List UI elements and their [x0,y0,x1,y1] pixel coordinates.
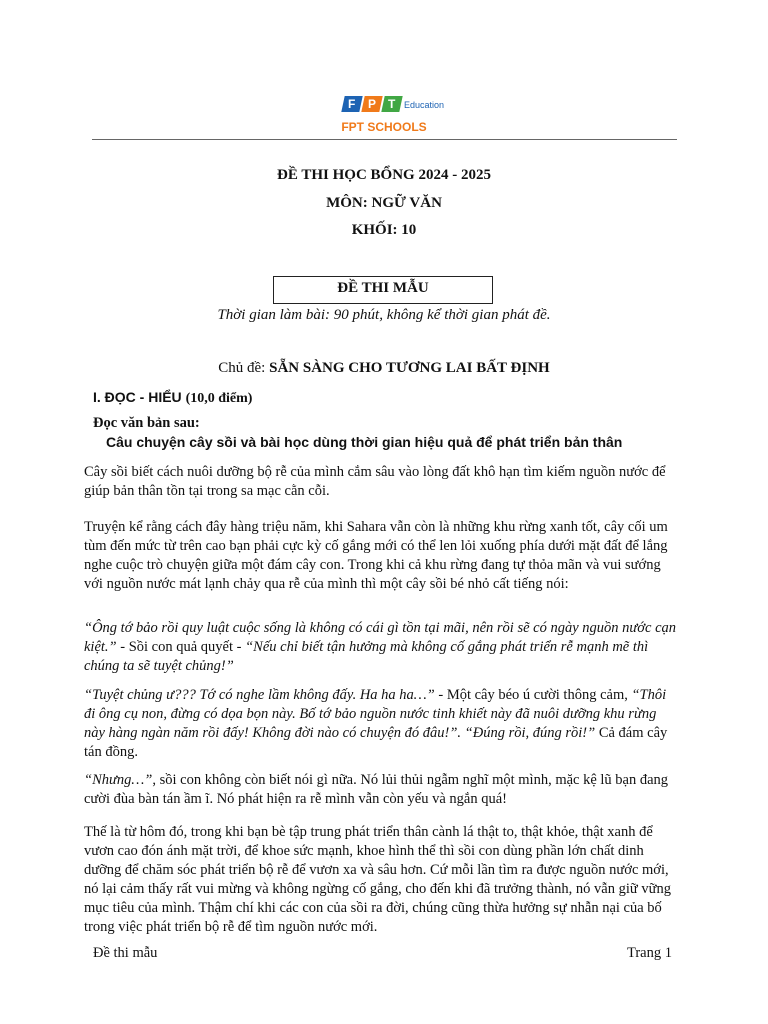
exam-grade: KHỐI: 10 [351,222,417,238]
logo-tiles [343,96,401,112]
quote-but: “Nhưng…” [84,772,153,788]
quote-grandpa: “Ông tớ bảo rồi quy luật cuộc sống là không có cái gì tồn tại mãi, nên rồi sẽ có ngày nguồn nước cạn kiệt.” [84,620,677,655]
topic-label: Chủ đề: [218,360,270,376]
topic-value: SẴN SÀNG CHO TƯƠNG LAI BẤT ĐỊNH [269,360,550,376]
paragraph-2: Truyện kể rằng cách đây hàng triệu năm, khi Sahara vẫn còn là những khu rừng xanh tốt, cây cối um tùm đến mức từ trên cao bạn phải cực kỳ cố gắng mới có thể len lỏi xuống phía dưới mặt đất để lắng nghe cuộc trò chuyện giữa một đám cây con. Trong khi cả khu rừng đang tự thỏa mãn và vui sướng với nguồn nước mát lạnh chảy qua rễ của mình thì một cây sồi bé nhỏ cất tiếng nói: [84,519,668,592]
section-points: (10,0 điểm) [185,391,253,406]
narration: Cả đám cây tán đồng. [84,725,668,760]
paragraph-1: Cây sồi biết cách nuôi dưỡng bộ rễ của mình cắm sâu vào lòng đất khô hạn tìm kiếm nguồn nước để giúp bản thân tồn tại trong sa mạc cằn cỗi. [84,464,666,499]
quote-reply: “Thôi đi ông cụ non, đừng có dọa bọn này. Bố tớ bảo nguồn nước tinh khiết này đã nuôi dưỡng khu rừng này hàng ngàn năm rồi đấy! Không đời nào có chuyện đó đâu!”. “Đúng rồi, đúng rồi!” [84,687,667,741]
logo-tile-p: P [361,96,382,112]
read-instruction: Đọc văn bản sau: [93,415,200,431]
quote-chubby-tree: “Tuyệt chủng ư??? Tớ có nghe lầm không đấy. Ha ha ha…” [84,687,435,703]
narration: , sồi con không còn biết nói gì nữa. Nó lủi thủi ngẫm nghĩ một mình, mặc kệ lũ bạn đang cười đùa bàn tán ầm ĩ. Nó phát hiện ra rễ mình vẫn còn yếu và ngắn quá! [84,772,669,807]
narration: - Một cây béo ú cười thông cảm, [434,687,632,703]
time-note: Thời gian làm bài: 90 phút, không kể thời gian phát đề. [217,307,551,323]
section-title: I. ĐỌC - HIỂU [93,389,186,405]
header-divider [92,139,677,140]
fpt-education-logo [343,92,444,112]
section-heading [93,389,252,407]
paragraph-4 [84,686,678,762]
sample-exam-box: ĐỀ THI MẪU [273,276,493,304]
quote-oak: “Nếu chỉ biết tận hưởng mà không cố gắng phát triển rễ mạnh mẽ thì chúng ta sẽ tuyệt chủng!” [84,639,649,674]
school-name: FPT SCHOOLS [341,120,427,134]
exam-subject: MÔN: NGỮ VĂN [326,195,442,211]
narration: - Sồi con quả quyết - [116,639,246,655]
story-title: Câu chuyện cây sồi và bài học dùng thời gian hiệu quả để phát triển bản thân [106,434,623,450]
logo-tile-t: T [381,96,402,112]
paragraph-5 [84,771,678,809]
logo-tile-f: F [341,96,362,112]
page-number: Trang 1 [627,945,672,961]
footer-label: Đề thi mẫu [93,945,158,961]
paragraph-6: Thế là từ hôm đó, trong khi bạn bè tập trung phát triển thân cành lá thật to, thật khỏe, thật xanh để vươn cao đón ánh mặt trời, để khoe sức mạnh, khoe hình thể thì sồi con dùng phần lớn chất dinh dưỡng để chăm sóc phát triển bộ rễ để vươn xa và sâu hơn. Cứ mỗi lần tìm ra được nguồn nước mới, nó lại cảm thấy rất vui mừng và không ngừng cố gắng, cho đến khi đã trưởng thành, nó vẫn giữ vững mục tiêu của mình. Thậm chí khi các con của sồi ra đời, chúng cũng thừa hưởng sự nhẫn nại của bố trong việc phát triển bộ rễ để tìm nguồn nước mới. [84,824,671,935]
logo-education-text: Education [404,100,445,110]
paragraph-3 [84,619,678,676]
exam-title: ĐỀ THI HỌC BỔNG 2024 - 2025 [277,167,491,183]
topic-line [0,360,768,377]
